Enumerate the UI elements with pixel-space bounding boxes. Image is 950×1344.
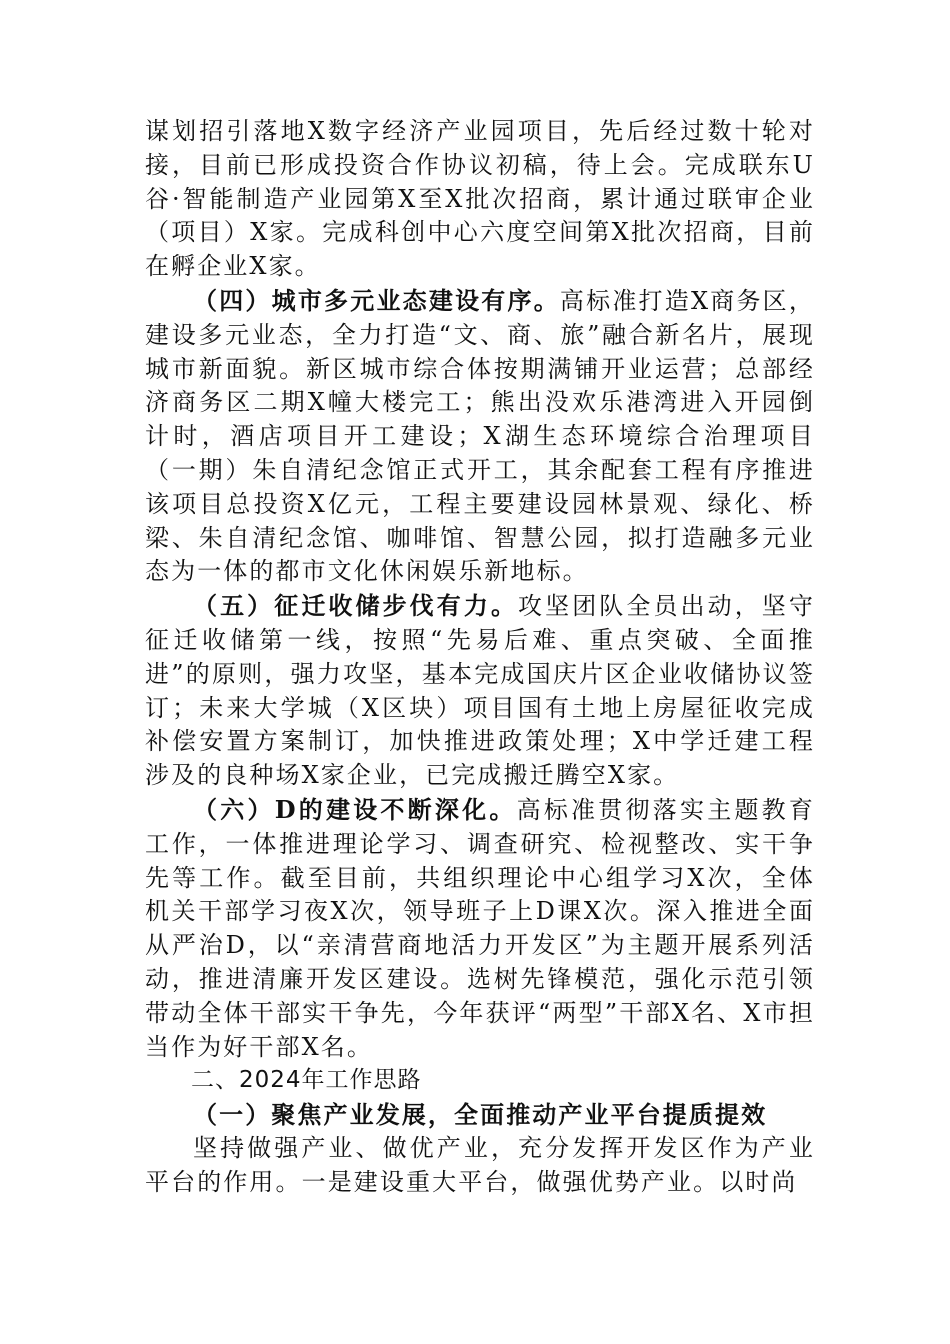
paragraph-d-construction — [145, 793, 815, 1064]
paragraph-text: 谋划招引落地X数字经济产业园项目，先后经过数十轮对接，目前已形成投资合作协议初稿，待上会。完成联东U谷·智能制造产业园第X至X批次招商，累计通过联审企业（项目）X家。完成科创中心六度空间第X批次招商，目前在孵企业X家。 — [145, 117, 815, 281]
paragraph-industry-development — [145, 1132, 815, 1200]
paragraph-lead: （五）征迁收储步伐有力。 — [193, 591, 519, 621]
paragraph-lead: （四）城市多元业态建设有序。 — [193, 285, 560, 315]
section-heading: 二、2024年工作思路 — [191, 1067, 422, 1094]
paragraph-text: 攻坚团队全员出动，坚守征迁收储第一线，按照“先易后难、重点突破、全面推进”的原则，强力攻坚，基本完成国庆片区企业收储协议签订；未来大学城（X区块）项目国有土地上房屋征收完成补偿安置方案制订，加快推进政策处理；X中学迁建工程涉及的良种场X家企业，已完成搬迁腾空X家。 — [145, 592, 815, 790]
paragraph-text: 坚持做强产业、做优产业，充分发挥开发区作为产业平台的作用。一是建设重大平台，做强优势产业。以时尚 — [145, 1133, 815, 1196]
paragraph-relocation — [145, 589, 815, 793]
document-page — [145, 115, 815, 1200]
paragraph-text: 高标准贯彻落实主题教育工作，一体推进理论学习、调查研究、检视整改、实干争先等工作。截至目前，共组织理论中心组学习X次，全体机关干部学习夜X次，领导班子上D课X次。深入推进全面从严治D，以“亲清营商地活力开发区”为主题开展系列活动，推进清廉开发区建设。选树先锋模范，强化示范引领带动全体干部实干争先，今年获评“两型”干部X名、X市担当作为好干部X名。 — [145, 795, 815, 1061]
paragraph-lead: （六）D的建设不断深化。 — [193, 794, 517, 824]
section-subheading: （一）聚焦产业发展，全面推动产业平台提质提效 — [193, 1100, 768, 1130]
paragraph-investment-projects — [145, 115, 815, 284]
paragraph-text: 高标准打造X商务区，建设多元业态，全力打造“文、商、旅”融合新名片，展现城市新面貌。新区城市综合体按期满铺开业运营；总部经济商务区二期X幢大楼完工；熊出没欢乐港湾进入开园倒计时，酒店项目开工建设；X湖生态环境综合治理项目（一期）朱自清纪念馆正式开工，其余配套工程有序推进该项目总投资X亿元，工程主要建设园林景观、绿化、桥梁、朱自清纪念馆、咖啡馆、智慧公园，拟打造融多元业态为一体的都市文化休闲娱乐新地标。 — [145, 286, 815, 586]
paragraph-urban-business — [145, 284, 815, 589]
